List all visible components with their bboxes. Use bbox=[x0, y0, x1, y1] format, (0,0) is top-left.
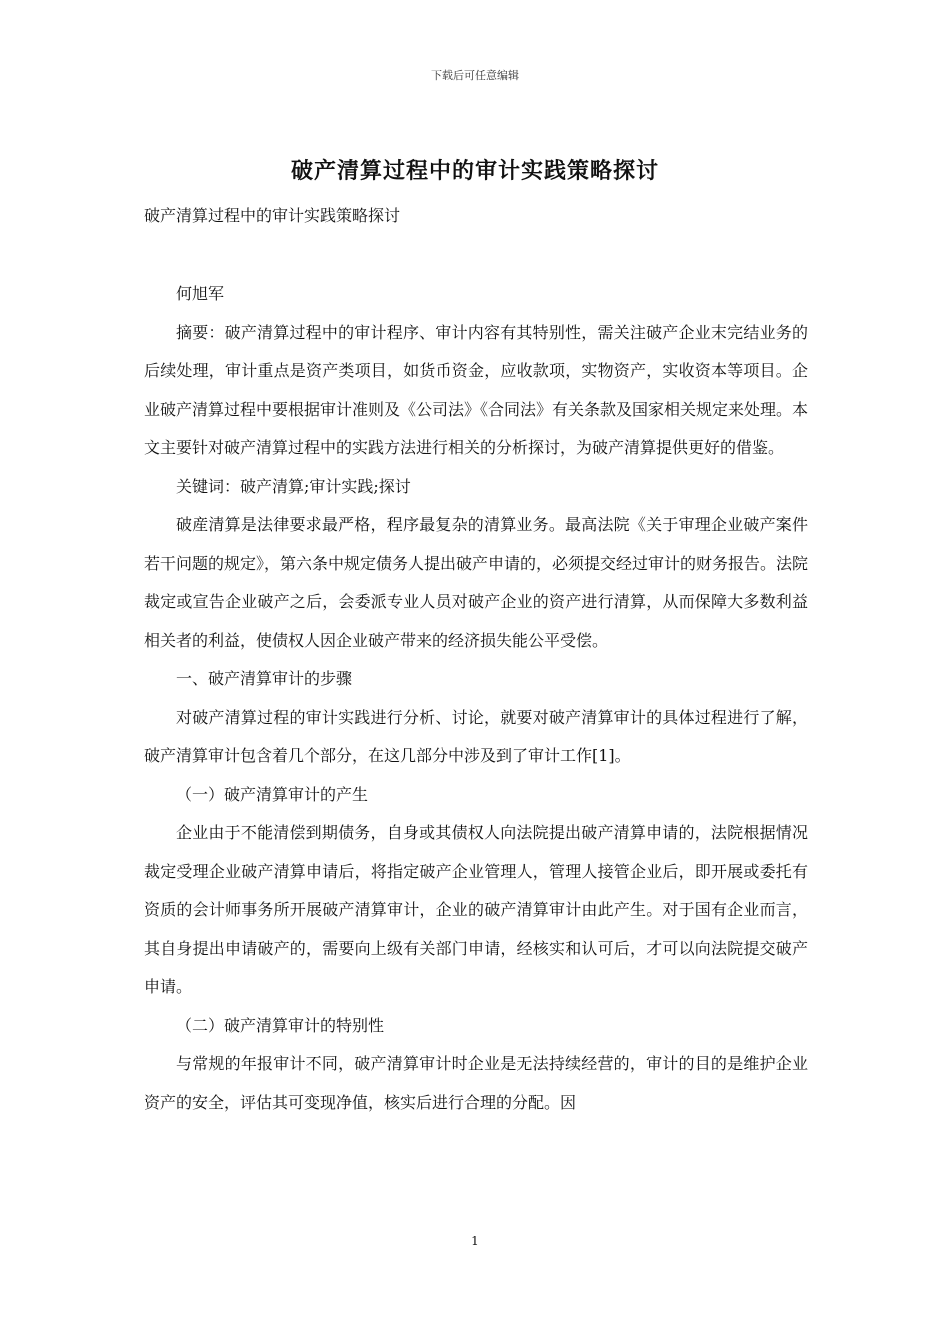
document-subtitle: 破产清算过程中的审计实践策略探讨 bbox=[144, 206, 401, 225]
document-body bbox=[144, 275, 808, 1122]
body-paragraph: 企业由于不能清偿到期债务，自身或其债权人向法院提出破产清算申请的，法院根据情况裁定受理企业破产清算申请后，将指定破产企业管理人，管理人接管企业后，即开展或委托有资质的会计师事务所开展破产清算审计，企业的破产清算审计由此产生。对于国有企业而言，其自身提出申请破产的，需要向上级有关部门申请，经核实和认可后，才可以向法院提交破产申请。 bbox=[144, 823, 808, 996]
body-paragraph: 对破产清算过程的审计实践进行分析、讨论，就要对破产清算审计的具体过程进行了解，破产清算审计包含着几个部分，在这几部分中涉及到了审计工作[1]。 bbox=[144, 707, 808, 765]
document-title: 破产清算过程中的审计实践策略探讨 bbox=[290, 158, 659, 184]
keywords-line: 关键词：破产清算;审计实践;探讨 bbox=[176, 476, 411, 496]
page-number: 1 bbox=[471, 1234, 479, 1248]
section-heading: 一、破产清算审计的步骤 bbox=[176, 669, 353, 688]
body-paragraph: 与常规的年报审计不同，破产清算审计时企业是无法持续经营的，审计的目的是维护企业资产的安全，评估其可变现净值，核实后进行合理的分配。因 bbox=[144, 1054, 808, 1112]
header-note: 下载后可任意编辑 bbox=[431, 69, 519, 82]
body-paragraph: 破産清算是法律要求最严格，程序最复杂的清算业务。最高法院《关于审理企业破产案件若干问题的规定》，第六条中规定债务人提出破产申请的，必须提交经过审计的财务报告。法院裁定或宣告企业破产之后，会委派专业人员对破产企业的资产进行清算，从而保障大多数利益相关者的利益，使债权人因企业破产带来的经济损失能公平受偿。 bbox=[144, 515, 809, 650]
author-line: 何旭军 bbox=[176, 284, 225, 303]
abstract-paragraph: 摘要：破产清算过程中的审计程序、审计内容有其特别性，需关注破产企业末完结业务的后续处理，审计重点是资产类项目，如货币资金，应收款项，实物资产，实收资本等项目。企业破产清算过程中要根据审计准则及《公司法》《合同法》有关条款及国家相关规定来处理。本文主要针对破产清算过程中的实践方法进行相关的分析探讨，为破产清算提供更好的借鉴。 bbox=[144, 322, 809, 457]
subsection-heading: （一）破产清算审计的产生 bbox=[176, 784, 369, 804]
subsection-heading: （二）破产清算审计的特别性 bbox=[176, 1015, 385, 1035]
